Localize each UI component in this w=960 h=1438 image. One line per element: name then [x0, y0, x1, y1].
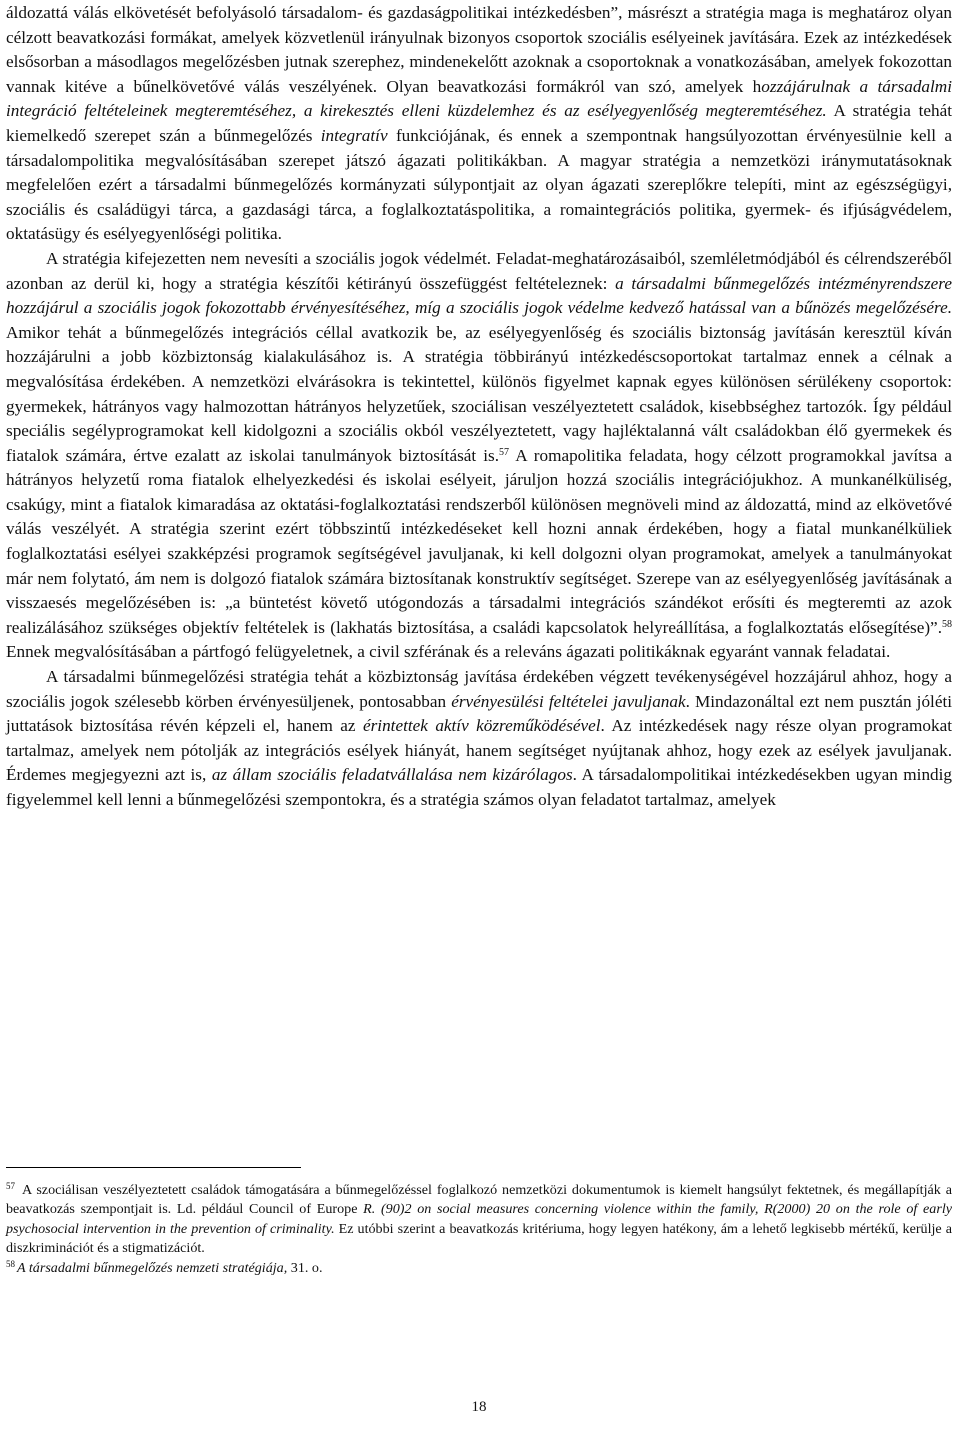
italic-run: integratív — [320, 125, 388, 145]
footnote-58 — [6, 1259, 952, 1278]
text-run: Ennek megvalósításában a pártfogó felügyeletnek, a civil szférának és a releváns ágazati politikáknak egyaránt vannak feladatai. — [6, 642, 891, 662]
text-run: . Mindazonáltal ezt nem pusztán jóléti juttatások biztosítása révén képzeli el, hanem az — [6, 691, 952, 736]
italic-run: érintettek aktív közreműködésével — [362, 716, 601, 736]
text-run: . Az intézkedések nagy része olyan programokat tartalmaz, amelyek nem pótolják az integrációs esélyek hiányát, hanem segítséget nyújtanak ahhoz, hogy ezek az esélyek javuljanak. Érdemes megjegyezni azt is, — [6, 716, 952, 785]
footnote-separator — [6, 1167, 301, 1168]
text-run: A romapolitika feladata, hogy célzott programokkal javítsa a hátrányos helyzetű roma fiatalok elhelyezkedési és iskolai esélyeit, járuljon hozzá szociális integrációjukhoz. A munkanélküliség, csakúgy, mint a fiatalok kimaradása az oktatási-foglalkoztatási rendszerből különösen megnöveli mind az áldozattá, mind az elkövetővé válás veszélyét. A stratégia szerint ezért többszintű intézkedéseket kell hozni annak érdekében, hogy a fiatal munkanélküliek foglalkoztatási esélyei szakképzési programok segítségével javuljanak, ki kell dolgozni olyan programokat, amelyek a tanulmányokat már nem folytató, ám nem is dolgozó fiatalok számára biztosítanak konstruktív segítséget. Szerepe van az esélyegyenlőség javításának a visszaesés megelőzésében is: „a büntetést követő utógondozás a társadalmi integrációs szándékot erősíti és megteremti az azok realizálásához szükséges objektív feltételek is (lakhatás biztosítása, a családi kapcsolatok helyreállítása, a foglalkoztatás elősegítése)”. — [6, 445, 952, 637]
footnote-number: 58 — [6, 1258, 15, 1269]
italic-run: a társadalmi bűnmegelőzés intézményrendszere hozzájárul a szociális jogok fokozottabb érvényesítéséhez, míg a szociális jogok védelme kedvező hatással van a bűnözés megelőzésére. — [6, 273, 952, 318]
italic-run: ozzájárulnak a társadalmi integráció feltételeinek megteremtéséhez, a kirekesztés elleni küzdelemhez és az esélyegyenlőség megteremtéséhez. — [6, 76, 952, 121]
footnote-ref-57[interactable]: 57 — [499, 446, 510, 458]
footnote-number: 57 — [6, 1181, 15, 1191]
page-number: 18 — [471, 1399, 487, 1415]
text-run: A szociálisan veszélyeztetett családok támogatására a bűnmegelőzéssel foglalkozó nemzetközi dokumentumok is kiemelt hangsúlyt fektetnek, és megállapítják a beavatkozás szempontjait is. Ld. például Council of Europe — [6, 1182, 952, 1218]
italic-run: az állam szociális feladatvállalása nem kizárólagos — [211, 765, 573, 785]
text-run: 31. o. — [287, 1259, 323, 1276]
text-run: Amikor tehát a bűnmegelőzés integrációs céllal avatkozik be, az esélyegyenlőség és szociális biztonság javításán keresztül kíván hozzájárulni a jobb közbiztonság kialakulásához is. A stratégia többirányú intézkedéscsoportokat tartalmaz ennek a célnak a megvalósítása érdekében. A nemzetközi elvárásokra is tekintettel, különös figyelmet kapnak egyes különösen sérülékeny csoportok: gyermekek, hátrányos vagy halmozottan hátrányos helyzetűek, szociálisan veszélyeztetett családok, kisebbséghez tartozók. Így például speciális segélyprogramokat kell kidolgozni a szociális okból veszélyeztetett, vagy hajléktalanná vált családokban élő gyermekek és fiatalok számára, értve ezalatt az iskolai tanulmányok biztosítását is. — [6, 322, 952, 465]
text-run: A társadalmi bűnmegelőzési stratégia tehát a közbiztonság javítása érdekében végzett tevékenységével hozzájárul ahhoz, hogy a szociális jogok szélesebb körben érvényesüljenek, pontosabban — [6, 667, 952, 711]
footnote-57 — [6, 1181, 952, 1259]
text-run: . A társadalompolitikai intézkedésekben ugyan mindig figyelemmel kell lenni a bűnmegelőzési szempontokra, és a stratégia számos olyan feladatot tartalmaz, amelyek — [6, 765, 953, 809]
text-run: Ez utóbbi szerint a beavatkozás kritériuma, hogy legyen hatékony, ám a lehető legkisebb mértékű, kerülje a diszkriminációt és a stigmatizációt. — [6, 1220, 952, 1257]
paragraph-2 — [6, 247, 952, 665]
text-run: funkciójának, és ennek a szempontnak hangsúlyozottan érvényesülnie kell a társadalompolitika megvalósításában szerepet játszó ágazati politikákban. A magyar stratégia a nemzetközi iránymutatásoknak megfelelően ezért a társadalmi bűnmegelőzés kormányzati súlypontjait az olyan ágazati szereplőkre telepíti, mint az egészségügyi, szociális és családügyi tárca, a gazdasági tárca, a foglalkoztatáspolitika, a romaintegrációs politika, gyermek- és ifjúságvédelem, oktatásügy és esélyegyenlőségi politika. — [6, 125, 952, 244]
italic-run: érvényesülési feltételei javuljanak — [451, 691, 686, 711]
text-run: áldozattá válás elkövetését befolyásoló társadalom- és gazdaságpolitikai intézkedésben”, másrészt a stratégia maga is meghatároz olyan célzott beavatkozási formákat, amelyek közvetlenül irányulnak bizonyos csoportok szociális esélyeinek javítására. Ezek az intézkedések elsősorban a másodlagos megelőzésben jutnak szerephez, mindenekelőtt azoknak a csoportoknak a vonatkozásában, amelyek fokozottan vannak kitéve a bűnelkövetővé válás veszélyének. Olyan beavatkozási formákról van szó, amelyek h — [6, 3, 952, 96]
italic-run: A társadalmi bűnmegelőzés nemzeti stratégiája, — [17, 1259, 288, 1276]
footnote-ref-58[interactable]: 58 — [942, 618, 952, 630]
footnotes — [6, 1181, 952, 1278]
paragraph-3 — [6, 665, 952, 813]
italic-run: R. (90)2 on social measures concerning violence within the family, R(2000) 20 on the role of early psychosocial intervention in the prevention of criminality. — [6, 1201, 952, 1237]
text-run: A stratégia kifejezetten nem nevesíti a szociális jogok védelmét. Feladat-meghatározásaiból, szemléletmódjából és célrendszeréből azonban az derül ki, hogy a stratégia készítői kétirányú összefüggést feltételeznek: — [6, 248, 952, 293]
paragraph-1 — [6, 1, 952, 247]
text-run: A stratégia tehát kiemelkedő szerepet szán a bűnmegelőzés — [6, 101, 952, 145]
body-text — [6, 1, 952, 813]
